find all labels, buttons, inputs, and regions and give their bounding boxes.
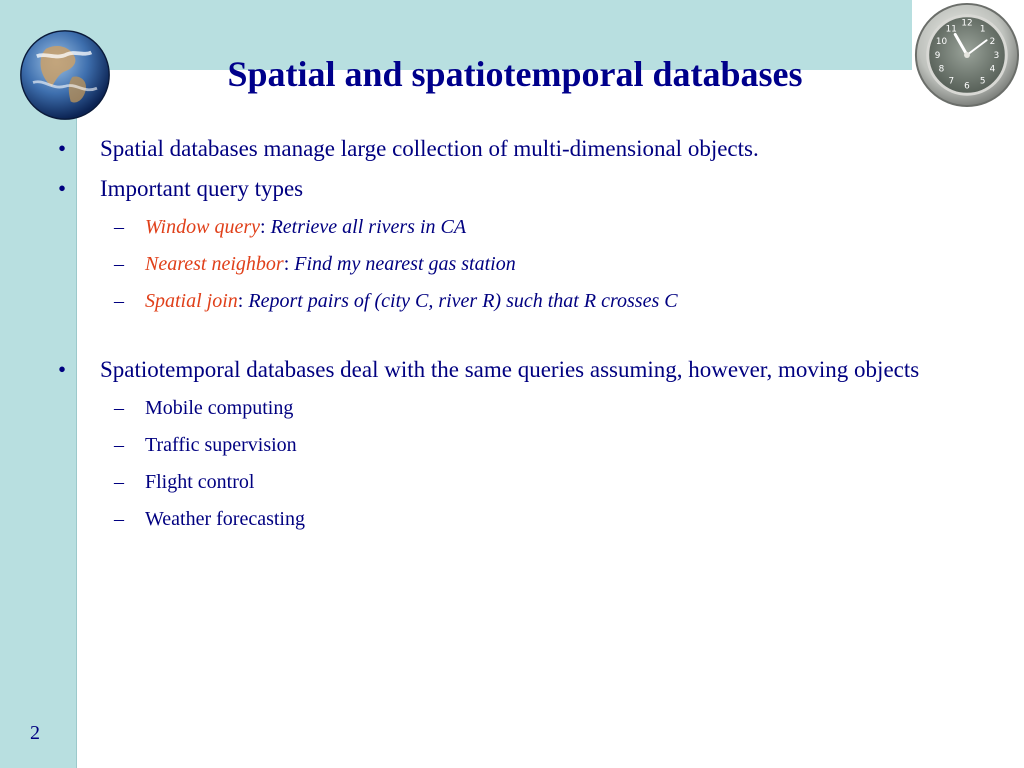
sub-item-nearest-neighbor <box>58 250 958 278</box>
sub-item-spatial-join <box>58 287 958 315</box>
sub-item-text: Flight control <box>145 471 255 493</box>
svg-text:4: 4 <box>989 64 996 75</box>
svg-text:7: 7 <box>948 76 955 87</box>
svg-text:1: 1 <box>979 24 986 35</box>
query-description: Find my nearest gas station <box>289 253 516 275</box>
slide-title: Spatial and spatiotemporal databases <box>227 54 803 94</box>
sub-item-text: Weather forecasting <box>145 508 305 530</box>
dash-marker: – <box>114 397 124 419</box>
dash-marker: – <box>114 471 124 493</box>
bullet-spatiotemporal <box>58 354 958 386</box>
earth-globe-icon <box>18 28 112 122</box>
dash-marker: – <box>114 290 124 312</box>
dash-marker: – <box>114 253 124 275</box>
bullet-text: Important query types <box>100 176 304 201</box>
svg-text:5: 5 <box>979 76 986 87</box>
svg-text:3: 3 <box>993 50 1000 61</box>
bullet-marker: • <box>58 357 67 382</box>
query-separator: : <box>260 216 266 238</box>
svg-text:12: 12 <box>961 18 973 29</box>
svg-text:9: 9 <box>934 50 941 61</box>
query-term: Window query <box>145 216 260 238</box>
query-term: Nearest neighbor <box>145 253 284 275</box>
svg-text:2: 2 <box>989 37 996 48</box>
bullet-text: Spatial databases manage large collection of multi-dimensional objects. <box>100 136 759 161</box>
sub-item-mobile-computing <box>58 394 958 422</box>
bullet-marker: • <box>58 136 67 161</box>
sub-item-weather-forecasting <box>58 505 958 533</box>
dash-marker: – <box>114 508 124 530</box>
dash-marker: – <box>114 216 124 238</box>
query-separator: : <box>237 290 244 312</box>
dash-marker: – <box>114 434 124 456</box>
clock-icon <box>912 0 1020 110</box>
bullet-marker: • <box>58 176 67 201</box>
query-description: Retrieve all rivers in CA <box>265 216 467 238</box>
sub-item-window-query <box>58 213 958 241</box>
sub-item-flight-control <box>58 468 958 496</box>
query-term: Spatial join <box>145 290 238 312</box>
svg-text:10: 10 <box>935 37 948 48</box>
sub-item-text: Traffic supervision <box>145 434 297 456</box>
svg-text:8: 8 <box>938 64 945 75</box>
svg-text:6: 6 <box>964 81 970 92</box>
query-separator: : <box>283 253 290 275</box>
bullet-text: Spatiotemporal databases deal with the same queries assuming, however, moving objects <box>100 357 920 382</box>
sub-item-text: Mobile computing <box>145 397 294 419</box>
sub-item-traffic-supervision <box>58 431 958 459</box>
svg-text:11: 11 <box>945 24 957 35</box>
slide-content <box>58 133 958 542</box>
bullet-spatial-databases <box>58 133 958 165</box>
spacer <box>58 324 958 354</box>
query-description: Report pairs of (city C, river R) such that R crosses C <box>243 290 678 312</box>
bullet-query-types <box>58 173 958 205</box>
page-number: 2 <box>30 722 40 744</box>
